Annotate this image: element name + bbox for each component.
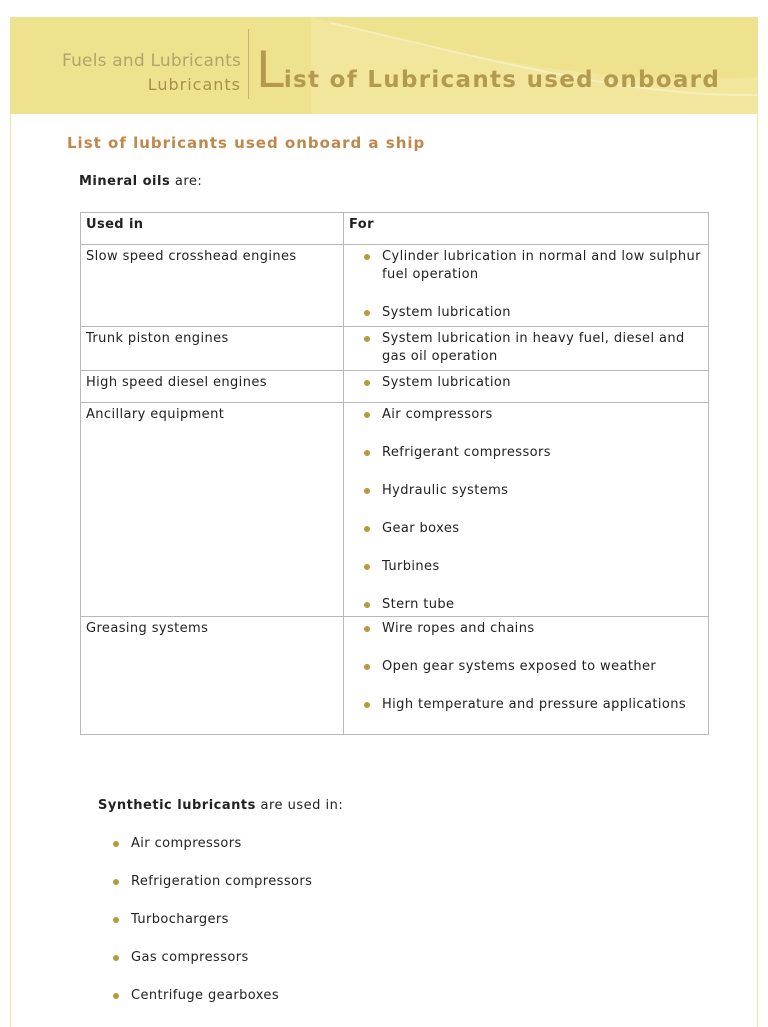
bullet-icon xyxy=(364,702,370,708)
bullet-icon xyxy=(113,955,119,961)
list-item xyxy=(362,558,703,576)
list-item xyxy=(362,330,703,366)
list-item xyxy=(362,304,703,322)
bullet-icon xyxy=(364,626,370,632)
page-title xyxy=(256,43,720,97)
list-item xyxy=(111,949,511,967)
bullet-icon xyxy=(364,380,370,386)
list-item-text: Stern tube xyxy=(382,597,455,612)
bullet-icon xyxy=(364,336,370,342)
bullet-icon xyxy=(113,993,119,999)
list-item xyxy=(111,835,511,853)
bullet-icon xyxy=(364,664,370,670)
mineral-oils-label: Mineral oils xyxy=(79,174,171,189)
bullet-icon xyxy=(364,564,370,570)
list-item xyxy=(362,520,703,538)
bullet-icon xyxy=(364,310,370,316)
table-row xyxy=(81,327,709,371)
bullet-icon xyxy=(364,450,370,456)
bullet-icon xyxy=(364,526,370,532)
for-list xyxy=(362,620,703,714)
page-title-text: ist of Lubricants used onboard xyxy=(283,67,721,93)
bullet-icon xyxy=(364,488,370,494)
for-cell xyxy=(344,617,709,735)
used-in-cell: High speed diesel engines xyxy=(81,371,344,403)
section-title: List of lubricants used onboard a ship xyxy=(67,134,426,152)
used-in-cell: Greasing systems xyxy=(81,617,344,735)
list-item-text: System lubrication xyxy=(382,375,511,390)
table-header-row xyxy=(81,213,709,245)
used-in-cell: Slow speed crosshead engines xyxy=(81,245,344,327)
list-item-text: Cylinder lubrication in normal and low sulphur fuel operation xyxy=(382,249,701,282)
list-item xyxy=(362,620,703,638)
synthetic-lubricants-list xyxy=(111,835,511,1005)
list-item xyxy=(362,596,703,614)
list-item xyxy=(362,482,703,500)
page-title-initial: L xyxy=(256,41,284,99)
for-list xyxy=(362,406,703,614)
header-subsection-label: Lubricants xyxy=(147,75,241,94)
list-item-text: Centrifuge gearboxes xyxy=(131,988,279,1003)
table-row xyxy=(81,403,709,617)
list-item xyxy=(362,444,703,462)
synthetic-lubricants-intro xyxy=(98,798,343,813)
list-item xyxy=(362,658,703,676)
column-header-used-in: Used in xyxy=(81,213,344,245)
synthetic-lubricants-rest: are used in: xyxy=(255,798,344,813)
table-row xyxy=(81,245,709,327)
list-item-text: Gas compressors xyxy=(131,950,249,965)
table-row xyxy=(81,617,709,735)
bullet-icon xyxy=(113,879,119,885)
bullet-icon xyxy=(364,412,370,418)
bullet-icon xyxy=(364,254,370,260)
list-item-text: Hydraulic systems xyxy=(382,483,509,498)
for-cell xyxy=(344,245,709,327)
list-item-text: System lubrication xyxy=(382,305,511,320)
lubricants-table xyxy=(80,212,709,735)
list-item-text: High temperature and pressure applications xyxy=(382,697,687,712)
list-item xyxy=(362,374,703,392)
column-header-for: For xyxy=(344,213,709,245)
for-list xyxy=(362,330,703,366)
list-item-text: Air compressors xyxy=(131,836,242,851)
document-page xyxy=(10,17,758,1027)
list-item xyxy=(111,873,511,891)
list-item-text: Turbochargers xyxy=(131,912,229,927)
mineral-oils-intro xyxy=(79,174,202,189)
header-divider xyxy=(248,29,249,99)
for-cell xyxy=(344,327,709,371)
for-list xyxy=(362,248,703,322)
list-item-text: Refrigerant compressors xyxy=(382,445,551,460)
list-item xyxy=(362,406,703,424)
list-item xyxy=(362,248,703,284)
table-row xyxy=(81,371,709,403)
for-cell xyxy=(344,403,709,617)
mineral-oils-rest: are: xyxy=(170,174,203,189)
list-item-text: Open gear systems exposed to weather xyxy=(382,659,657,674)
used-in-cell: Ancillary equipment xyxy=(81,403,344,617)
list-item-text: Gear boxes xyxy=(382,521,460,536)
list-item-text: System lubrication in heavy fuel, diesel and gas oil operation xyxy=(382,331,685,364)
for-cell xyxy=(344,371,709,403)
bullet-icon xyxy=(113,841,119,847)
list-item xyxy=(111,987,511,1005)
used-in-cell: Trunk piston engines xyxy=(81,327,344,371)
list-item-text: Air compressors xyxy=(382,407,493,422)
bullet-icon xyxy=(364,602,370,608)
header-breadcrumb xyxy=(62,51,241,96)
list-item-text: Turbines xyxy=(382,559,440,574)
synthetic-lubricants-label: Synthetic lubricants xyxy=(98,798,256,813)
page-header xyxy=(11,17,757,114)
list-item-text: Refrigeration compressors xyxy=(131,874,313,889)
list-item-text: Wire ropes and chains xyxy=(382,621,535,636)
list-item xyxy=(111,911,511,929)
bullet-icon xyxy=(113,917,119,923)
header-section-label: Fuels and Lubricants xyxy=(62,51,241,71)
for-list xyxy=(362,374,703,392)
list-item xyxy=(362,696,703,714)
